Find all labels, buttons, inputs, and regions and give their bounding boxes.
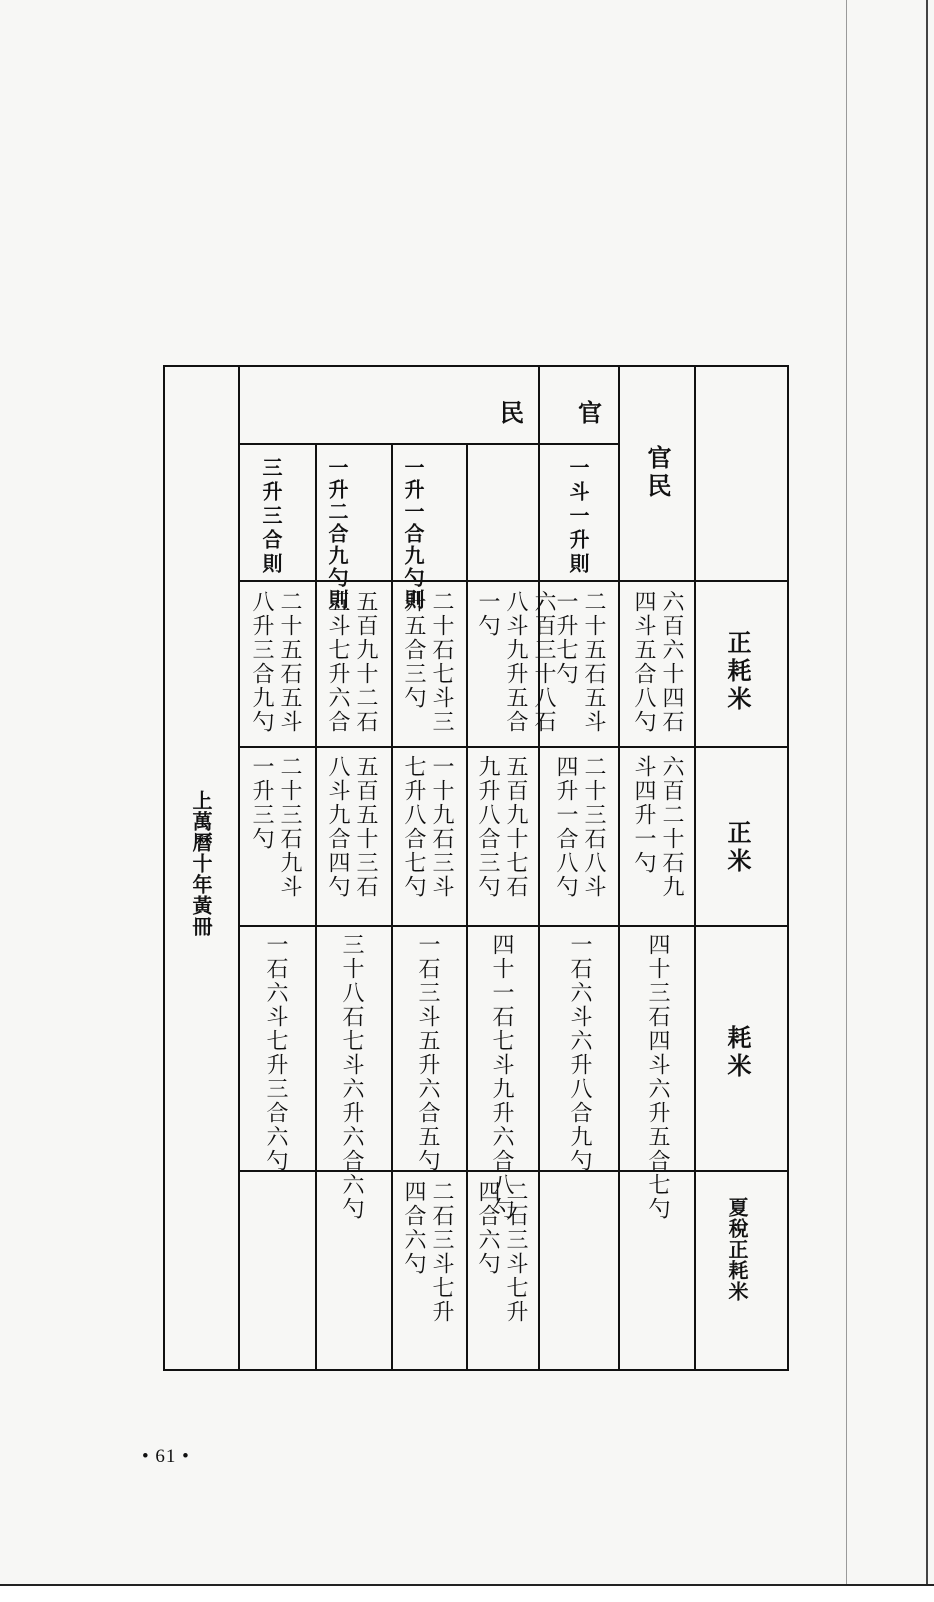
register-title: 上萬曆十年黃冊 (189, 790, 213, 937)
cell-r3-c2: 二石三斗七升四合六勺 (475, 1180, 528, 1324)
cell-r1-c4: 五百五十三石八斗九合四勺 (325, 755, 378, 899)
cell-r3-c3: 二石三斗七升四合六勺 (401, 1180, 454, 1324)
cell-r0-c4: 五百九十二石五斗七升六合 (325, 590, 378, 734)
row-label-zheng-mi: 正米 (723, 820, 752, 876)
scan-border (0, 1584, 934, 1602)
cell-r0-c0: 六百六十四石四斗五合八勺 (631, 590, 684, 734)
row-label-hao-mi: 耗米 (723, 1025, 752, 1081)
page-number: • 61 • (142, 1446, 190, 1467)
cell-r2-c3: 一石三斗五升六合五勺 (415, 933, 440, 1173)
row-label-zheng-hao-mi: 正耗米 (723, 630, 752, 714)
cell-r1-c3: 一十九石三斗七升八合七勺 (401, 755, 454, 899)
cell-r2-c5: 一石六斗七升三合六勺 (263, 933, 288, 1173)
cell-r1-c1: 二十三石八斗四升一合八勺 (553, 755, 606, 899)
cell-r0-c1: 二十五石五斗一升七勺 (553, 590, 606, 734)
cell-r1-c0: 六百二十石九斗四升一勺 (631, 755, 684, 899)
row-label-xia-shui: 夏稅正耗米 (725, 1197, 749, 1302)
header-min: 民 (500, 398, 524, 427)
header-guan: 官 (578, 398, 602, 427)
cell-r2-c4: 三十八石七斗六升六合六勺 (339, 933, 364, 1221)
cell-r1-c2: 五百九十七石九升八合三勺 (475, 755, 528, 899)
page-fold-line (846, 0, 847, 1584)
cell-r0-c5: 二十五石五斗八升三合九勺 (249, 590, 302, 734)
cell-r1-c5: 二十三石九斗一升三勺 (249, 755, 302, 899)
rate-min-2: 一升二合九勺則 (325, 457, 349, 611)
header-guan-min: 官民 (643, 445, 672, 501)
rate-guan: 一斗一升則 (566, 457, 590, 577)
rate-min-1: 一升一合九勺則 (401, 457, 425, 611)
cell-r2-c1: 一石六斗六升八合九勺 (567, 933, 592, 1173)
cell-r0-c2: 六百三十八石八斗九升五合一勺 (475, 590, 556, 734)
tax-register-table (163, 365, 789, 1371)
cell-r2-c2: 四十一石七斗九升六合八勺 (489, 933, 514, 1221)
rate-min-3: 三升三合則 (259, 457, 283, 577)
page-edge-line (926, 0, 928, 1584)
cell-r2-c0: 四十三石四斗六升五合七勺 (645, 933, 670, 1221)
cell-r0-c3: 二十石七斗三升五合三勺 (401, 590, 454, 734)
